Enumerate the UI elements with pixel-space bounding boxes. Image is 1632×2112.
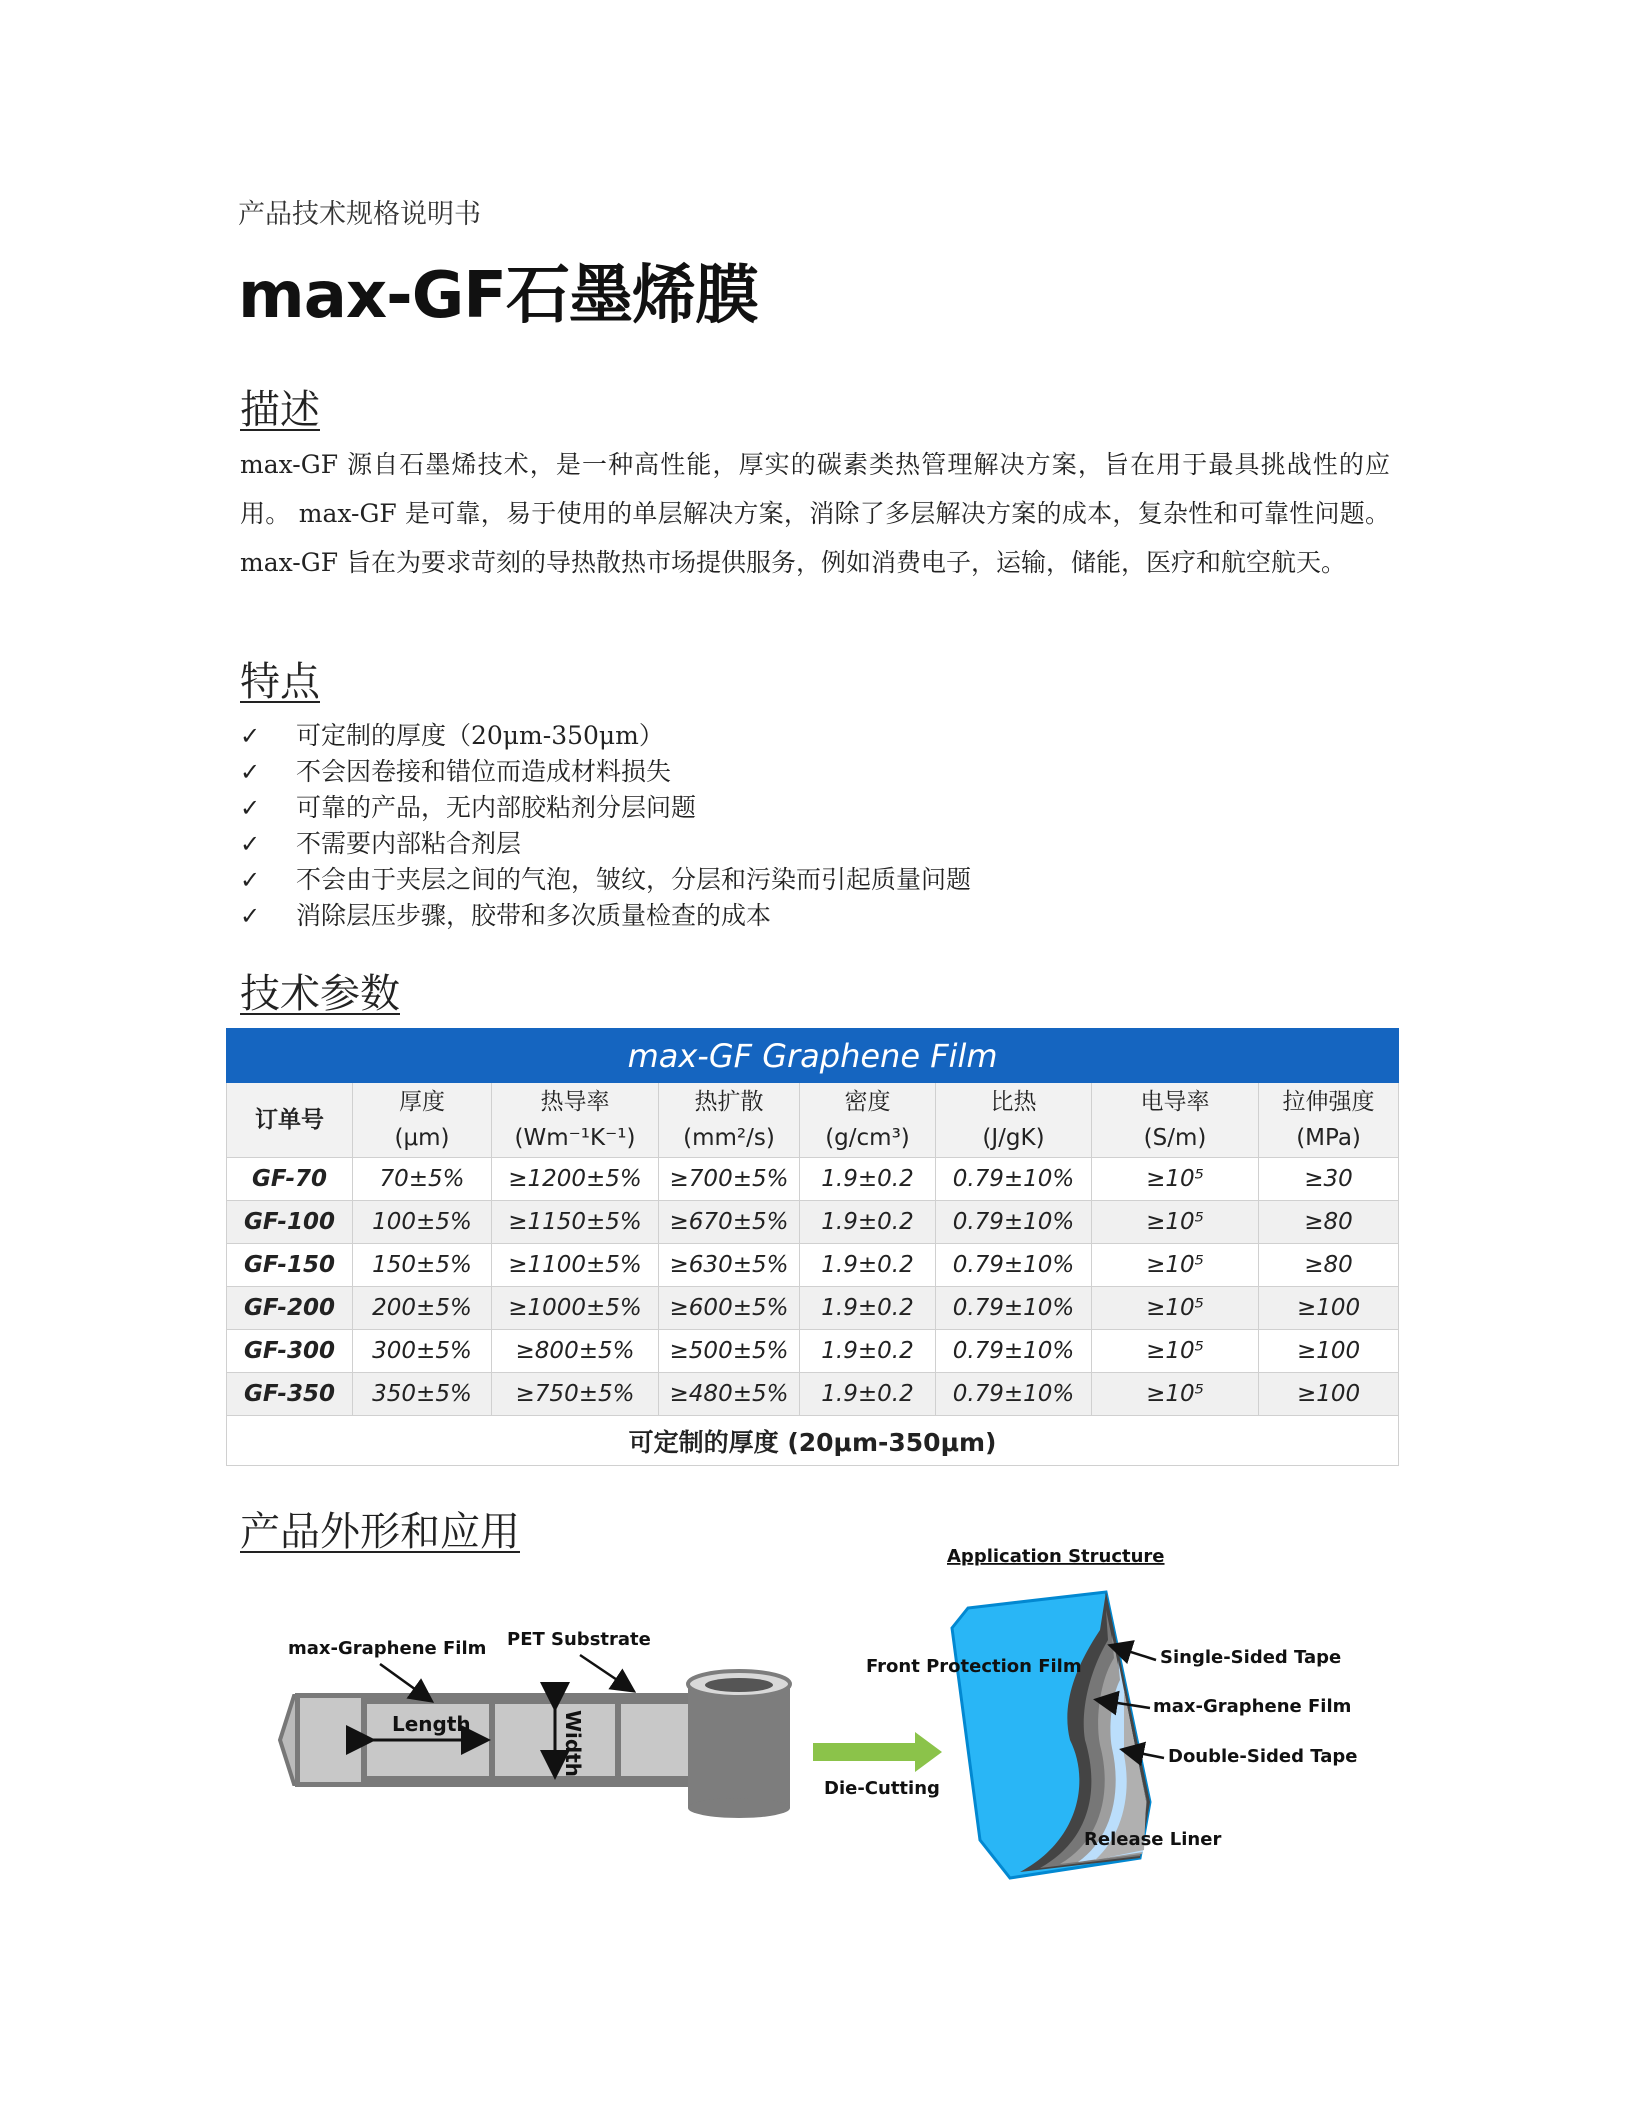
- feature-item: [240, 790, 971, 826]
- table-cell: 100±5%: [353, 1201, 492, 1244]
- column-header: [1259, 1083, 1399, 1158]
- order-number-cell: GF-150: [227, 1244, 353, 1287]
- column-header: [492, 1083, 659, 1158]
- column-unit: (J/gK): [982, 1125, 1045, 1151]
- table-cell: ≥800±5%: [492, 1330, 659, 1373]
- table-cell: 0.79±10%: [936, 1287, 1092, 1330]
- column-name: 热导率: [540, 1089, 610, 1115]
- table-cell: 200±5%: [353, 1287, 492, 1330]
- table-cell: ≥1100±5%: [492, 1244, 659, 1287]
- description-heading: 描述: [240, 387, 320, 433]
- order-number-cell: GF-100: [227, 1201, 353, 1244]
- features-list: [240, 718, 971, 934]
- doc-subtitle: 产品技术规格说明书: [238, 199, 481, 230]
- column-name: 比热: [990, 1089, 1037, 1115]
- feature-item: [240, 754, 971, 790]
- label-single-tape: Single-Sided Tape: [1160, 1647, 1342, 1668]
- structure-title: Application Structure: [947, 1546, 1165, 1567]
- table-cell: 0.79±10%: [936, 1330, 1092, 1373]
- table-cell: ≥80: [1259, 1201, 1399, 1244]
- feature-text: 不会因卷接和错位而造成材料损失: [296, 757, 672, 786]
- check-icon: ✓: [240, 830, 261, 858]
- feature-text: 可定制的厚度（20μm-350μm）: [296, 721, 664, 750]
- table-row: [227, 1158, 1399, 1201]
- table-row: [227, 1330, 1399, 1373]
- table-cell: ≥670±5%: [659, 1201, 800, 1244]
- feature-item: [240, 862, 971, 898]
- table-cell: ≥10⁵: [1092, 1373, 1259, 1416]
- table-cell: ≥100: [1259, 1330, 1399, 1373]
- table-cell: 1.9±0.2: [800, 1201, 936, 1244]
- table-row: [227, 1201, 1399, 1244]
- order-number-cell: GF-350: [227, 1373, 353, 1416]
- label-release-liner: Release Liner: [1084, 1829, 1222, 1850]
- label-front-film: Front Protection Film: [866, 1656, 1082, 1677]
- order-number-cell: GF-200: [227, 1287, 353, 1330]
- check-icon: ✓: [240, 794, 261, 822]
- table-cell: 0.79±10%: [936, 1373, 1092, 1416]
- table-cell: ≥1150±5%: [492, 1201, 659, 1244]
- roll-cylinder: [688, 1671, 790, 1818]
- order-number-cell: GF-70: [227, 1158, 353, 1201]
- feature-text: 不需要内部粘合剂层: [296, 829, 522, 858]
- column-unit: (mm²/s): [683, 1125, 775, 1151]
- column-name: 电导率: [1140, 1089, 1210, 1115]
- label-graphene-film: max-Graphene Film: [1153, 1696, 1352, 1717]
- feature-text: 不会由于夹层之间的气泡，皱纹，分层和污染而引起质量问题: [296, 865, 972, 894]
- label-width: Width: [561, 1710, 585, 1778]
- table-cell: ≥30: [1259, 1158, 1399, 1201]
- application-diagram: [0, 1540, 1632, 1900]
- check-icon: ✓: [240, 902, 261, 930]
- label-length: Length: [392, 1712, 471, 1736]
- feature-item: [240, 718, 971, 754]
- table-cell: 150±5%: [353, 1244, 492, 1287]
- check-icon: ✓: [240, 866, 261, 894]
- column-name: 热扩散: [694, 1089, 764, 1115]
- table-cell: 0.79±10%: [936, 1201, 1092, 1244]
- table-cell: ≥10⁵: [1092, 1244, 1259, 1287]
- table-cell: ≥480±5%: [659, 1373, 800, 1416]
- column-header: [227, 1083, 353, 1158]
- table-cell: 70±5%: [353, 1158, 492, 1201]
- column-unit: (MPa): [1296, 1125, 1361, 1151]
- column-header: [1092, 1083, 1259, 1158]
- table-cell: ≥1200±5%: [492, 1158, 659, 1201]
- column-name: 订单号: [255, 1107, 324, 1133]
- features-heading: 特点: [240, 659, 320, 705]
- table-cell: ≥100: [1259, 1373, 1399, 1416]
- table-cell: ≥80: [1259, 1244, 1399, 1287]
- description-text: max-GF 源自石墨烯技术，是一种高性能，厚实的碳素类热管理解决方案，旨在用于最具挑战性的应用。 max-GF 是可靠，易于使用的单层解决方案，消除了多层解决方案的成本，复杂性和可靠性问题。 max-GF 旨在为要求苛刻的导热散热市场提供服务，例如消费电子，运输，储能，医疗和航空航天。: [240, 450, 1390, 577]
- feature-text: 可靠的产品，无内部胶粘剂分层问题: [296, 793, 697, 822]
- table-cell: ≥600±5%: [659, 1287, 800, 1330]
- check-icon: ✓: [240, 722, 261, 750]
- column-unit: (S/m): [1143, 1125, 1207, 1151]
- label-substrate: PET Substrate: [507, 1629, 651, 1650]
- column-header: [800, 1083, 936, 1158]
- table-cell: 0.79±10%: [936, 1244, 1092, 1287]
- table-body: [227, 1158, 1399, 1416]
- column-unit: (Wm⁻¹K⁻¹): [514, 1125, 636, 1151]
- feature-text: 消除层压步骤，胶带和多次质量检查的成本: [296, 901, 772, 930]
- table-cell: ≥10⁵: [1092, 1201, 1259, 1244]
- die-cutting-arrow: [813, 1732, 942, 1772]
- table-cell: 1.9±0.2: [800, 1244, 936, 1287]
- table-cell: 1.9±0.2: [800, 1373, 936, 1416]
- table-cell: ≥700±5%: [659, 1158, 800, 1201]
- film-roll-strip: [280, 1696, 698, 1784]
- doc-title: max-GF石墨烯膜: [238, 259, 758, 333]
- label-film: max-Graphene Film: [288, 1638, 487, 1659]
- column-unit: (g/cm³): [825, 1125, 910, 1151]
- table-cell: 0.79±10%: [936, 1158, 1092, 1201]
- table-cell: ≥500±5%: [659, 1330, 800, 1373]
- column-name: 厚度: [399, 1089, 445, 1115]
- table-cell: 1.9±0.2: [800, 1287, 936, 1330]
- label-double-tape: Double-Sided Tape: [1168, 1746, 1358, 1767]
- feature-item: [240, 826, 971, 862]
- check-icon: ✓: [240, 758, 261, 786]
- spec-table: [226, 1028, 1399, 1466]
- column-name: 密度: [844, 1089, 891, 1115]
- applications-heading: 产品外形和应用: [240, 1509, 520, 1555]
- column-name: 拉伸强度: [1282, 1089, 1375, 1115]
- column-header: [659, 1083, 800, 1158]
- table-row: [227, 1287, 1399, 1330]
- column-header: [936, 1083, 1092, 1158]
- table-header-row: [227, 1083, 1399, 1158]
- column-header: [353, 1083, 492, 1158]
- specs-heading: 技术参数: [240, 971, 400, 1017]
- table-cell: ≥10⁵: [1092, 1158, 1259, 1201]
- table-cell: ≥750±5%: [492, 1373, 659, 1416]
- order-number-cell: GF-300: [227, 1330, 353, 1373]
- table-caption: max-GF Graphene Film: [227, 1029, 1399, 1083]
- table-cell: 300±5%: [353, 1330, 492, 1373]
- label-die-cutting: Die-Cutting: [824, 1778, 940, 1799]
- table-footer: 可定制的厚度 (20μm-350μm): [227, 1416, 1399, 1466]
- table-row: [227, 1244, 1399, 1287]
- feature-item: [240, 898, 971, 934]
- table-cell: ≥1000±5%: [492, 1287, 659, 1330]
- table-cell: ≥100: [1259, 1287, 1399, 1330]
- table-row: [227, 1373, 1399, 1416]
- table-cell: 350±5%: [353, 1373, 492, 1416]
- table-cell: ≥630±5%: [659, 1244, 800, 1287]
- table-cell: ≥10⁵: [1092, 1330, 1259, 1373]
- table-cell: 1.9±0.2: [800, 1330, 936, 1373]
- table-cell: 1.9±0.2: [800, 1158, 936, 1201]
- table-cell: ≥10⁵: [1092, 1287, 1259, 1330]
- column-unit: (μm): [394, 1125, 450, 1151]
